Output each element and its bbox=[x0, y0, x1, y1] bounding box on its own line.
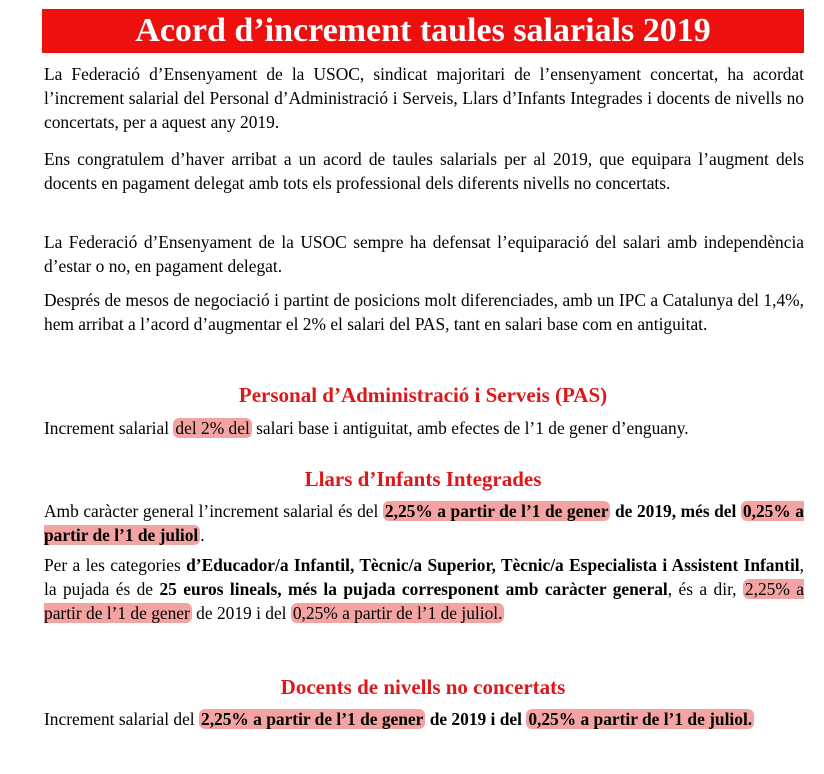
docents-highlight-juliol: 0,25% a partir de l’1 de juliol. bbox=[528, 709, 753, 729]
llars-highlight-gener: 2,25% a partir de l’1 de gener bbox=[384, 501, 609, 521]
docents-paragraph bbox=[44, 707, 804, 731]
pas-text-end: salari base i antiguitat, amb efectes de l’1 de gener d’enguany. bbox=[251, 418, 689, 438]
llars-text-end: . bbox=[200, 525, 205, 545]
docents-highlight-gener: 2,25% a partir de l’1 de gener bbox=[201, 709, 424, 729]
llars2-text-2: , la pujada és de bbox=[44, 555, 804, 599]
llars2-highlight-juliol: 0,25% a partir de l’1 de juliol. bbox=[292, 603, 503, 623]
pas-paragraph bbox=[44, 416, 804, 440]
llars-highlight-juliol: 0,25% a partir de l’1 de juliol bbox=[44, 501, 804, 545]
llars2-text-4: de 2019 i del bbox=[191, 603, 291, 623]
section-heading-pas: Personal d’Administració i Serveis (PAS) bbox=[238, 383, 608, 407]
llars2-highlight-gener: 2,25% a partir de l’1 de gener bbox=[44, 579, 804, 623]
section-heading-docents: Docents de nivells no concertats bbox=[280, 675, 566, 699]
intro-paragraph-2: Ens congratulem d’haver arribat a un acord de taules salarials per al 2019, que equipara l’augment dels docents en pagament delegat amb tots els professional dels diferents nivells no concertats. bbox=[44, 149, 804, 193]
llars-paragraph-1 bbox=[44, 499, 804, 547]
llars-bold-text: de 2019, més del bbox=[610, 501, 741, 521]
docents-bold-text: de 2019 i del bbox=[425, 709, 527, 729]
page-title: Acord d’increment taules salarials 2019 bbox=[42, 9, 804, 53]
pas-text: Increment salarial bbox=[44, 418, 174, 438]
llars-text: Amb caràcter general l’increment salarial és del bbox=[44, 501, 383, 521]
intro-paragraph-4: Després de mesos de negociació i partint de posicions molt diferenciades, amb un IPC a Catalunya del 1,4%, hem arribat a l’acord d’augmentar el 2% el salari del PAS, tant en salari base com en antiguitat. bbox=[44, 290, 804, 334]
llars-paragraph-2 bbox=[44, 553, 804, 625]
intro-paragraph-3: La Federació d’Ensenyament de la USOC sempre ha defensat l’equiparació del salari amb independència d’estar o no, en pagament delegat. bbox=[44, 232, 804, 276]
llars2-bold-increase: 25 euros lineals, més la pujada corresponent amb caràcter general bbox=[159, 579, 668, 599]
docents-text: Increment salarial del bbox=[44, 709, 199, 729]
section-heading-llars: Llars d’Infants Integrades bbox=[304, 467, 542, 491]
llars2-text-3: , és a dir, bbox=[667, 579, 743, 599]
llars2-categories: d’Educador/a Infantil, Tècnic/a Superior, Tècnic/a Especialista i Assistent Infantil bbox=[186, 555, 800, 575]
intro-paragraph-1: La Federació d’Ensenyament de la USOC, sindicat majoritari de l’ensenyament concertat, ha acordat l’increment salarial del Personal d’Administració i Serveis, Llars d’Infants Integrades i docents de nivells no concertats, per a aquest any 2019. bbox=[44, 64, 804, 132]
pas-highlight: del 2% del bbox=[175, 418, 250, 438]
llars2-text: Per a les categories bbox=[44, 555, 187, 575]
